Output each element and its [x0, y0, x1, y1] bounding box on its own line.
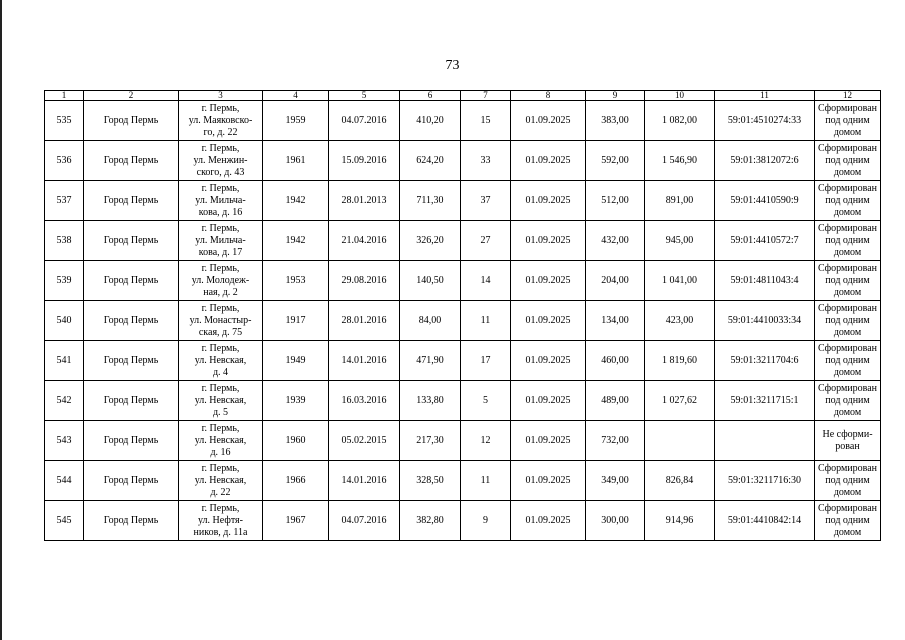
row-number-cell: 539 [45, 261, 84, 301]
cadastral-number-cell: 59:01:4410842:14 [715, 501, 815, 541]
address-cell: г. Пермь, ул. Менжин- ского, д. 43 [179, 141, 263, 181]
living-area-cell: 382,80 [400, 501, 461, 541]
plot-area-cell: 1 041,00 [645, 261, 715, 301]
relocation-due-date-cell: 01.09.2025 [511, 421, 586, 461]
emergency-date-cell: 04.07.2016 [329, 101, 400, 141]
residents-count-cell: 11 [461, 301, 511, 341]
column-number: 9 [586, 91, 645, 101]
build-year-cell: 1942 [263, 221, 329, 261]
plot-value-cell: 460,00 [586, 341, 645, 381]
relocation-due-date-cell: 01.09.2025 [511, 501, 586, 541]
plot-value-cell: 592,00 [586, 141, 645, 181]
plot-value-cell: 512,00 [586, 181, 645, 221]
build-year-cell: 1966 [263, 461, 329, 501]
municipality-cell: Город Пермь [84, 261, 179, 301]
column-number: 10 [645, 91, 715, 101]
column-number: 5 [329, 91, 400, 101]
residents-count-cell: 17 [461, 341, 511, 381]
relocation-due-date-cell: 01.09.2025 [511, 261, 586, 301]
emergency-date-cell: 21.04.2016 [329, 221, 400, 261]
living-area-cell: 711,30 [400, 181, 461, 221]
table-row [45, 421, 881, 461]
column-number: 8 [511, 91, 586, 101]
cadastral-number-cell [715, 421, 815, 461]
residents-count-cell: 9 [461, 501, 511, 541]
plot-area-cell: 423,00 [645, 301, 715, 341]
plot-value-cell: 300,00 [586, 501, 645, 541]
plot-status-cell: Сформирован под одним домом [815, 181, 881, 221]
row-number-cell: 540 [45, 301, 84, 341]
relocation-due-date-cell: 01.09.2025 [511, 341, 586, 381]
living-area-cell: 328,50 [400, 461, 461, 501]
row-number-cell: 535 [45, 101, 84, 141]
table-row [45, 141, 881, 181]
plot-area-cell: 1 819,60 [645, 341, 715, 381]
build-year-cell: 1959 [263, 101, 329, 141]
living-area-cell: 217,30 [400, 421, 461, 461]
emergency-date-cell: 28.01.2013 [329, 181, 400, 221]
build-year-cell: 1939 [263, 381, 329, 421]
table-row [45, 101, 881, 141]
cadastral-number-cell: 59:01:4510274:33 [715, 101, 815, 141]
plot-area-cell: 826,84 [645, 461, 715, 501]
build-year-cell: 1949 [263, 341, 329, 381]
column-number: 11 [715, 91, 815, 101]
row-number-cell: 543 [45, 421, 84, 461]
cadastral-number-cell: 59:01:3211716:30 [715, 461, 815, 501]
plot-status-cell: Сформирован под одним домом [815, 101, 881, 141]
plot-status-cell: Сформирован под одним домом [815, 301, 881, 341]
build-year-cell: 1961 [263, 141, 329, 181]
residents-count-cell: 12 [461, 421, 511, 461]
plot-status-cell: Не сформи- рован [815, 421, 881, 461]
plot-status-cell: Сформирован под одним домом [815, 501, 881, 541]
row-number-cell: 541 [45, 341, 84, 381]
living-area-cell: 410,20 [400, 101, 461, 141]
living-area-cell: 624,20 [400, 141, 461, 181]
relocation-due-date-cell: 01.09.2025 [511, 101, 586, 141]
cadastral-number-cell: 59:01:4410590:9 [715, 181, 815, 221]
municipality-cell: Город Пермь [84, 381, 179, 421]
plot-status-cell: Сформирован под одним домом [815, 261, 881, 301]
living-area-cell: 133,80 [400, 381, 461, 421]
plot-area-cell: 914,96 [645, 501, 715, 541]
municipality-cell: Город Пермь [84, 101, 179, 141]
plot-area-cell: 1 546,90 [645, 141, 715, 181]
municipality-cell: Город Пермь [84, 141, 179, 181]
living-area-cell: 140,50 [400, 261, 461, 301]
residents-count-cell: 33 [461, 141, 511, 181]
cadastral-number-cell: 59:01:4410572:7 [715, 221, 815, 261]
build-year-cell: 1967 [263, 501, 329, 541]
row-number-cell: 537 [45, 181, 84, 221]
living-area-cell: 471,90 [400, 341, 461, 381]
emergency-date-cell: 28.01.2016 [329, 301, 400, 341]
address-cell: г. Пермь, ул. Молодеж- ная, д. 2 [179, 261, 263, 301]
plot-value-cell: 732,00 [586, 421, 645, 461]
municipality-cell: Город Пермь [84, 501, 179, 541]
plot-status-cell: Сформирован под одним домом [815, 341, 881, 381]
address-cell: г. Пермь, ул. Невская, д. 22 [179, 461, 263, 501]
relocation-due-date-cell: 01.09.2025 [511, 461, 586, 501]
build-year-cell: 1953 [263, 261, 329, 301]
emergency-date-cell: 04.07.2016 [329, 501, 400, 541]
table-row [45, 341, 881, 381]
build-year-cell: 1917 [263, 301, 329, 341]
plot-value-cell: 489,00 [586, 381, 645, 421]
relocation-due-date-cell: 01.09.2025 [511, 221, 586, 261]
row-number-cell: 542 [45, 381, 84, 421]
plot-value-cell: 349,00 [586, 461, 645, 501]
table-row [45, 181, 881, 221]
table-row [45, 301, 881, 341]
emergency-date-cell: 14.01.2016 [329, 341, 400, 381]
relocation-due-date-cell: 01.09.2025 [511, 181, 586, 221]
cadastral-number-cell: 59:01:3211704:6 [715, 341, 815, 381]
table-row [45, 381, 881, 421]
row-number-cell: 536 [45, 141, 84, 181]
table-row [45, 221, 881, 261]
residents-count-cell: 15 [461, 101, 511, 141]
emergency-date-cell: 05.02.2015 [329, 421, 400, 461]
column-number-row [45, 91, 881, 101]
plot-area-cell: 945,00 [645, 221, 715, 261]
column-number: 12 [815, 91, 881, 101]
cadastral-number-cell: 59:01:3211715:1 [715, 381, 815, 421]
row-number-cell: 545 [45, 501, 84, 541]
scan-edge-mark [0, 0, 2, 640]
row-number-cell: 538 [45, 221, 84, 261]
table-row [45, 261, 881, 301]
living-area-cell: 326,20 [400, 221, 461, 261]
column-number: 3 [179, 91, 263, 101]
page-number: 73 [445, 58, 460, 73]
municipality-cell: Город Пермь [84, 181, 179, 221]
residents-count-cell: 5 [461, 381, 511, 421]
plot-value-cell: 134,00 [586, 301, 645, 341]
plot-value-cell: 204,00 [586, 261, 645, 301]
plot-value-cell: 432,00 [586, 221, 645, 261]
plot-status-cell: Сформирован под одним домом [815, 381, 881, 421]
cadastral-number-cell: 59:01:4811043:4 [715, 261, 815, 301]
plot-value-cell: 383,00 [586, 101, 645, 141]
plot-status-cell: Сформирован под одним домом [815, 461, 881, 501]
municipality-cell: Город Пермь [84, 301, 179, 341]
emergency-date-cell: 29.08.2016 [329, 261, 400, 301]
emergency-date-cell: 15.09.2016 [329, 141, 400, 181]
residents-count-cell: 11 [461, 461, 511, 501]
table-row [45, 461, 881, 501]
address-cell: г. Пермь, ул. Маяковско- го, д. 22 [179, 101, 263, 141]
build-year-cell: 1960 [263, 421, 329, 461]
municipality-cell: Город Пермь [84, 461, 179, 501]
municipality-cell: Город Пермь [84, 341, 179, 381]
cadastral-number-cell: 59:01:3812072:6 [715, 141, 815, 181]
plot-area-cell [645, 421, 715, 461]
build-year-cell: 1942 [263, 181, 329, 221]
column-number: 7 [461, 91, 511, 101]
emergency-date-cell: 16.03.2016 [329, 381, 400, 421]
plot-area-cell: 891,00 [645, 181, 715, 221]
living-area-cell: 84,00 [400, 301, 461, 341]
residents-count-cell: 37 [461, 181, 511, 221]
relocation-due-date-cell: 01.09.2025 [511, 301, 586, 341]
row-number-cell: 544 [45, 461, 84, 501]
residents-count-cell: 27 [461, 221, 511, 261]
municipality-cell: Город Пермь [84, 221, 179, 261]
address-cell: г. Пермь, ул. Мильча- кова, д. 16 [179, 181, 263, 221]
address-cell: г. Пермь, ул. Мильча- кова, д. 17 [179, 221, 263, 261]
plot-status-cell: Сформирован под одним домом [815, 141, 881, 181]
address-cell: г. Пермь, ул. Невская, д. 4 [179, 341, 263, 381]
residents-count-cell: 14 [461, 261, 511, 301]
column-number: 6 [400, 91, 461, 101]
plot-area-cell: 1 082,00 [645, 101, 715, 141]
address-cell: г. Пермь, ул. Нефтя- ников, д. 11а [179, 501, 263, 541]
relocation-due-date-cell: 01.09.2025 [511, 141, 586, 181]
column-number: 4 [263, 91, 329, 101]
housing-registry-table [44, 90, 881, 541]
municipality-cell: Город Пермь [84, 421, 179, 461]
plot-status-cell: Сформирован под одним домом [815, 221, 881, 261]
cadastral-number-cell: 59:01:4410033:34 [715, 301, 815, 341]
column-number: 2 [84, 91, 179, 101]
table-row [45, 501, 881, 541]
address-cell: г. Пермь, ул. Невская, д. 5 [179, 381, 263, 421]
plot-area-cell: 1 027,62 [645, 381, 715, 421]
relocation-due-date-cell: 01.09.2025 [511, 381, 586, 421]
address-cell: г. Пермь, ул. Монастыр- ская, д. 75 [179, 301, 263, 341]
address-cell: г. Пермь, ул. Невская, д. 16 [179, 421, 263, 461]
column-number: 1 [45, 91, 84, 101]
emergency-date-cell: 14.01.2016 [329, 461, 400, 501]
